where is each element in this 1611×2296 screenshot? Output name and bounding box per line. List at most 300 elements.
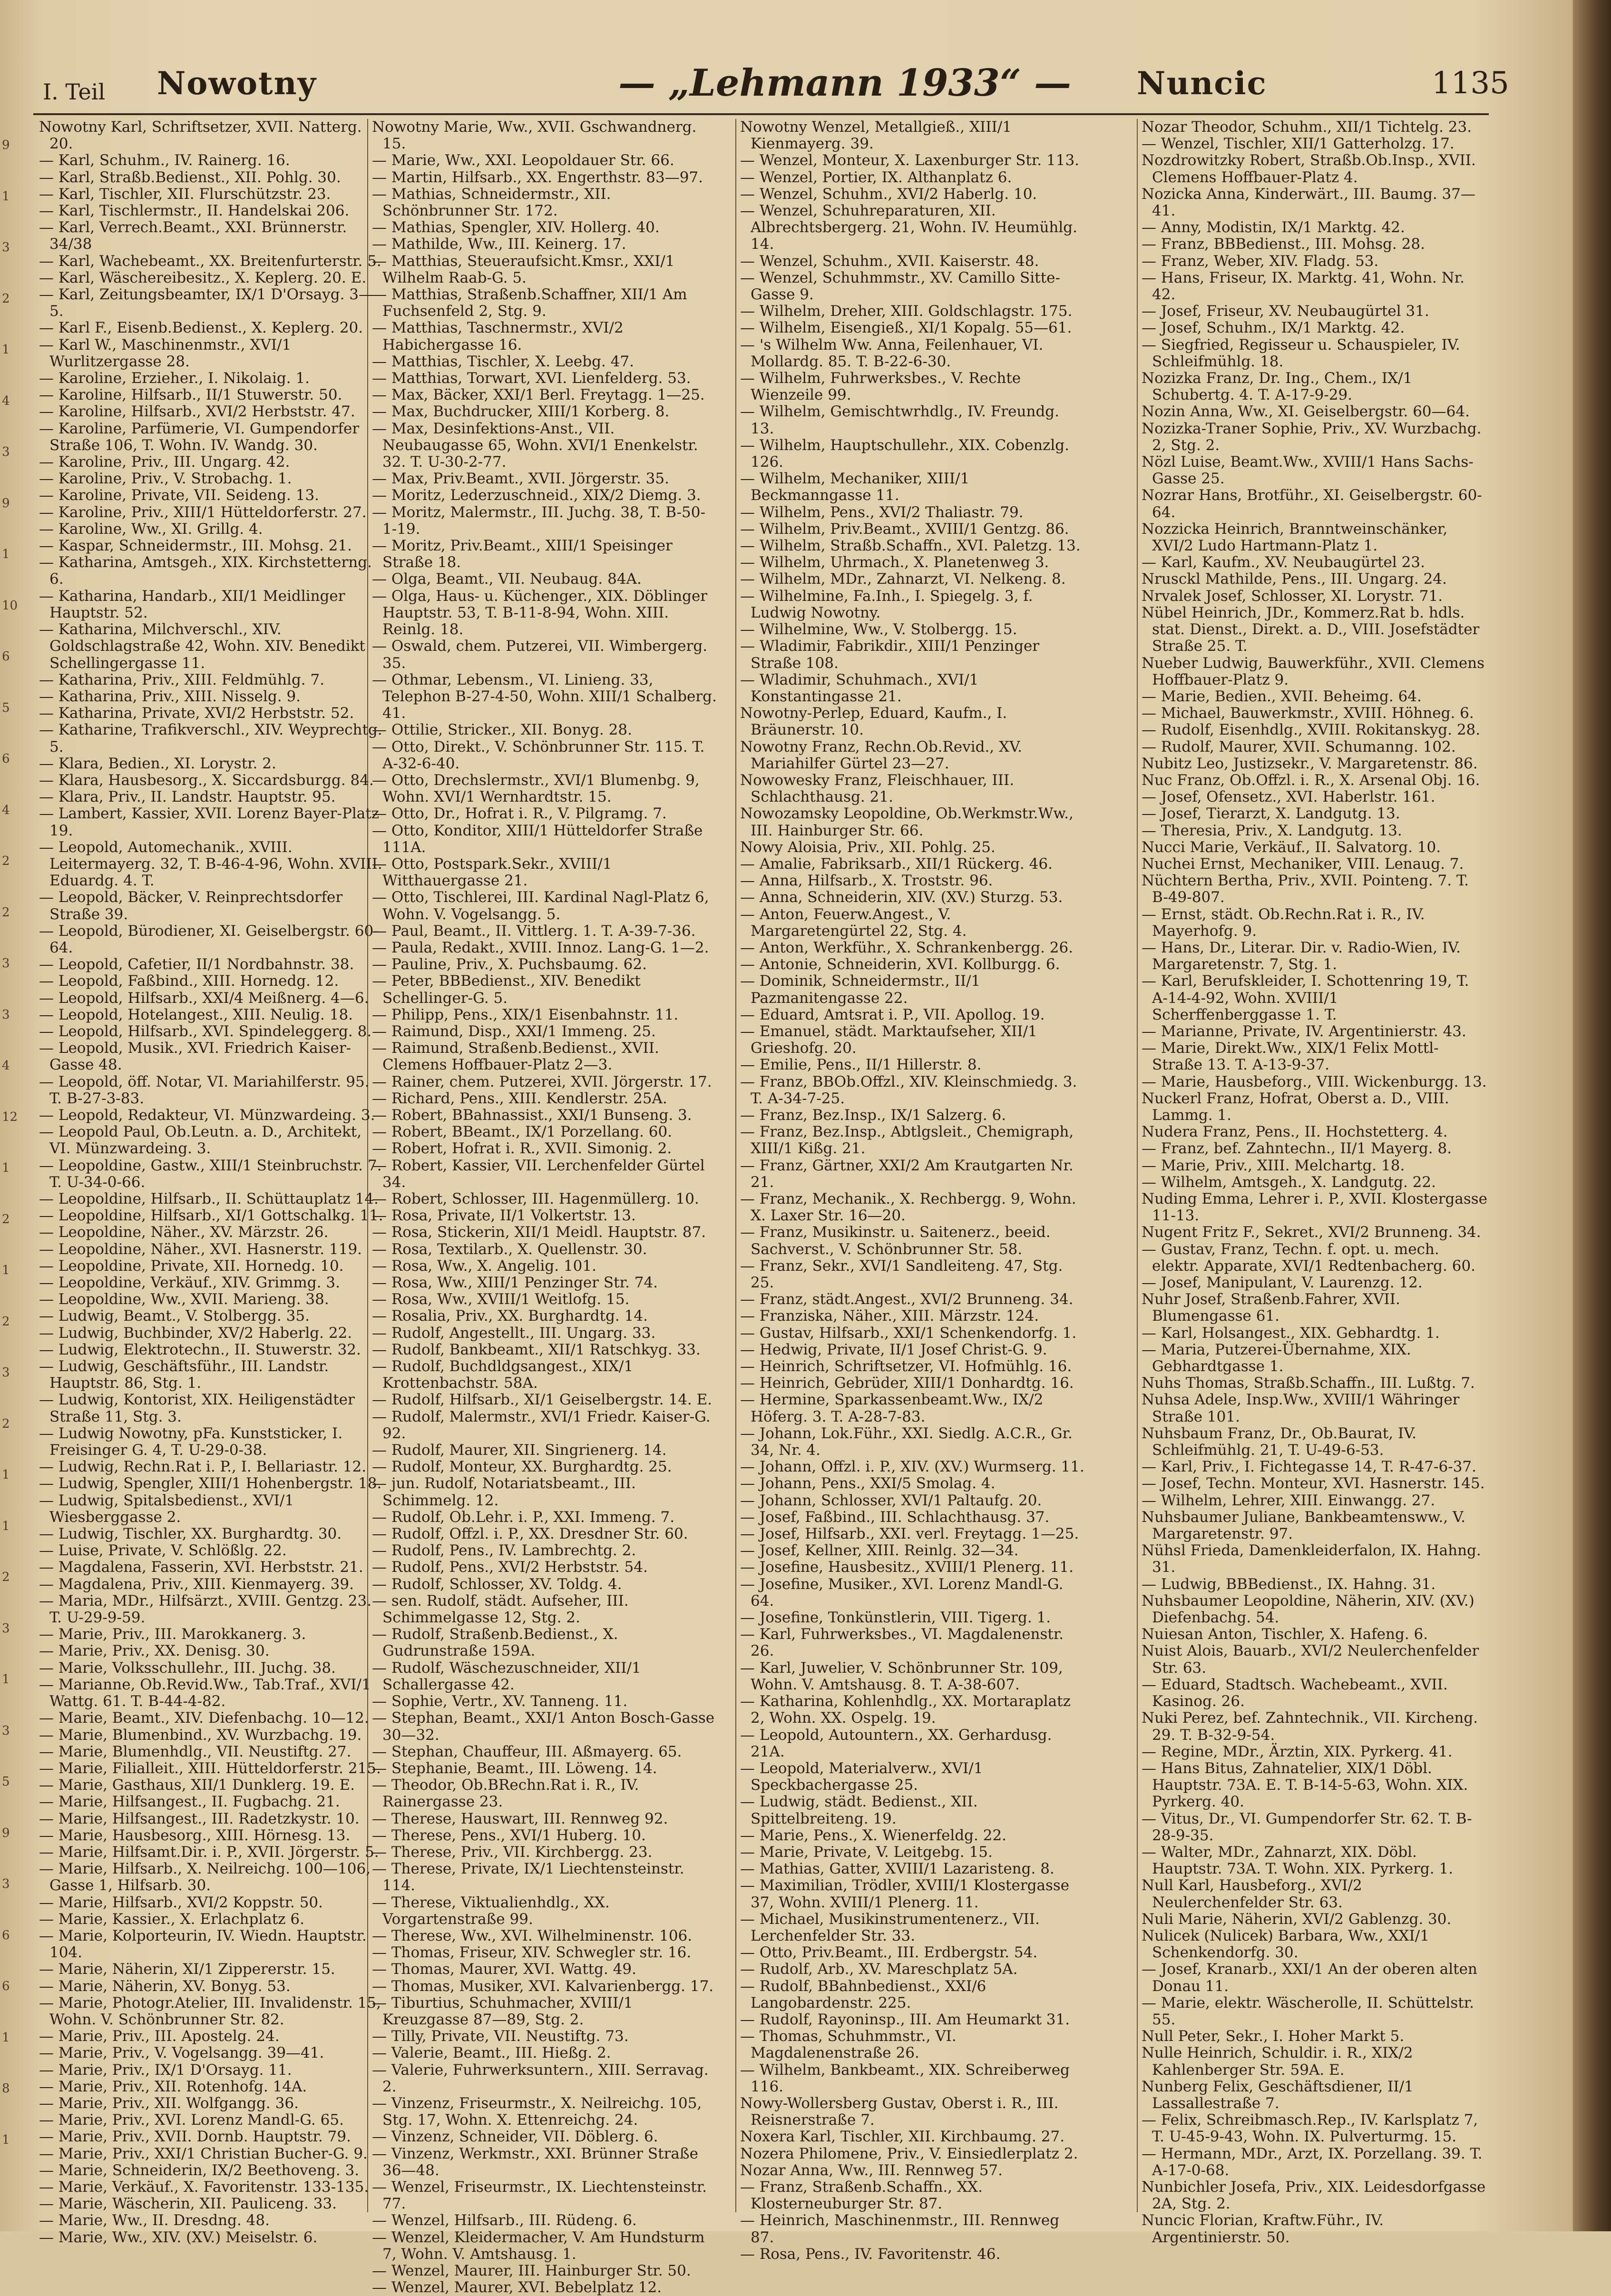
directory-entry: — Karl, Tischler, XII. Flurschützstr. 23. bbox=[39, 185, 331, 203]
directory-entry: — Katharine, Trafikverschl., XIV. Weyprechtg. 5. bbox=[39, 721, 382, 756]
directory-entry: — Karl, Priv., I. Fichtegasse 14, T. R-47-6-37. bbox=[1142, 1458, 1476, 1476]
directory-entry: — Leopold, Hilfsarb., XXI/4 Meißnerg. 4—6. bbox=[39, 989, 369, 1007]
directory-entry: — Marie, Kolporteurin, IV. Wiedn. Hauptstr. 104. bbox=[39, 1927, 367, 1962]
directory-entry: — Ludwig, Rechn.Rat i. P., I. Bellariastr. 12. bbox=[39, 1458, 367, 1476]
directory-entry: — Marie, Kassier., X. Erlachplatz 6. bbox=[39, 1910, 304, 1928]
directory-entry: — Otto, Konditor, XIII/1 Hütteldorfer Straße 111A. bbox=[372, 822, 703, 856]
directory-entry: — Antonie, Schneiderin, XVI. Kollburgg. 6. bbox=[740, 956, 1060, 973]
directory-entry: — Klara, Hausbesorg., X. Siccardsburgg. 84. bbox=[39, 771, 374, 789]
directory-entry: — Leopoldine, Private, XII. Hornedg. 10. bbox=[39, 1257, 344, 1275]
directory-entry: — Robert, BBeamt., IX/1 Porzellang. 60. bbox=[372, 1123, 673, 1141]
directory-entry: — Leopold, Faßbind., XIII. Hornedg. 12. bbox=[39, 972, 339, 990]
directory-entry: — Karl, Zeitungsbeamter, IX/1 D'Orsayg. 3—5. bbox=[39, 286, 373, 320]
margin-mark: 2 bbox=[2, 291, 10, 306]
directory-entry: — Rudolf, Maurer, XII. Singrienerg. 14. bbox=[372, 1442, 667, 1459]
directory-entry: — Rudolf, Schlosser, XV. Toldg. 4. bbox=[372, 1575, 622, 1593]
directory-entry: — Leopold Paul, Ob.Leutn. a. D., Architekt, VI. Münzwardeing. 3. bbox=[39, 1123, 362, 1158]
directory-entry: — Marie, Priv., XVII. Dornb. Hauptstr. 79. bbox=[39, 2128, 351, 2146]
margin-mark: 6 bbox=[2, 752, 10, 766]
directory-entry: Nowozamsky Leopoldine, Ob.Werkmstr.Ww., III. Hainburger Str. 66. bbox=[740, 805, 1074, 839]
directory-entry: — Rudolf, Offzl. i. P., XX. Dresdner Str. 60. bbox=[372, 1525, 688, 1543]
directory-entry: — Maximilian, Trödler, XVIII/1 Klostergasse 37, Wohn. XVIII/1 Plenerg. 11. bbox=[740, 1877, 1070, 1911]
directory-entry: — Richard, Pens., XIII. Kendlerstr. 25A. bbox=[372, 1089, 667, 1107]
directory-entry: Nozicka Anna, Kinderwärt., III. Baumg. 37—41. bbox=[1142, 185, 1475, 220]
page-number: 1135 bbox=[1432, 66, 1509, 101]
directory-entry: — Rosa, Ww., XVIII/1 Weitlofg. 15. bbox=[372, 1291, 630, 1308]
left-margin-marks bbox=[2, 119, 21, 2212]
directory-entry: — Therese, Viktualienhdlg., XX. Vorgartenstraße 99. bbox=[372, 1894, 610, 1928]
directory-entry: — Franziska, Näher., XIII. Märzstr. 124. bbox=[740, 1307, 1039, 1325]
directory-entry: — Thomas, Maurer, XVI. Wattg. 49. bbox=[372, 1961, 636, 1978]
directory-entry: Nubitz Leo, Justizsekr., V. Margaretenstr. 86. bbox=[1142, 755, 1478, 772]
directory-entry: — Rainer, chem. Putzerei, XVII. Jörgerstr. 17. bbox=[372, 1073, 712, 1090]
directory-entry: — Michael, Bauwerkmstr., XVIII. Höhneg. 6. bbox=[1142, 705, 1474, 722]
directory-entry: — Johann, Lok.Führ., XXI. Siedlg. A.C.R., Gr. 34, Nr. 4. bbox=[740, 1424, 1073, 1459]
directory-entry: — Therese, Ww., XVI. Wilhelminenstr. 106. bbox=[372, 1927, 693, 1944]
directory-entry: — Mathias, Schneidermstr., XII. Schönbrunner Str. 172. bbox=[372, 185, 611, 220]
directory-entry: — Johann, Pens., XXI/5 Smolag. 4. bbox=[740, 1475, 996, 1492]
directory-entry: Nowotny-Perlep, Eduard, Kaufm., I. Bräunerstr. 10. bbox=[740, 705, 1007, 739]
directory-entry: — Anna, Hilfsarb., X. Troststr. 96. bbox=[740, 872, 993, 890]
directory-entry: — Leopold, Automechanik., XVIII. Leitermayerg. 32, T. B-46-4-96, Wohn. XVIII. Eduardg. 4. T. bbox=[39, 838, 382, 890]
directory-entry: — Heinrich, Maschinenmstr., III. Rennweg 87. bbox=[740, 2212, 1060, 2246]
directory-entry: Nucci Marie, Verkäuf., II. Salvatorg. 10. bbox=[1142, 838, 1441, 856]
margin-mark: 9 bbox=[2, 138, 10, 152]
directory-entry: Nuki Perez, bef. Zahntechnik., VII. Kircheng. 29. T. B-32-9-54. bbox=[1142, 1709, 1478, 1744]
directory-entry: — Wladimir, Schuhmach., XVI/1 Konstantingasse 21. bbox=[740, 671, 979, 705]
margin-mark: 8 bbox=[2, 2081, 10, 2096]
directory-entry: — Vinzenz, Werkmstr., XXI. Brünner Straße 36—48. bbox=[372, 2145, 698, 2179]
directory-entry: — Ludwig, Beamt., V. Stolbergg. 35. bbox=[39, 1307, 310, 1325]
directory-entry: — Josef, Hilfsarb., XXI. verl. Freytagg. 1—25. bbox=[740, 1525, 1079, 1543]
directory-entry: Nuhsbaumer Juliane, Bankbeamtensww., V. Margaretenstr. 97. bbox=[1142, 1508, 1465, 1543]
directory-entry: — Leopold, Materialverw., XVI/1 Speckbachergasse 25. bbox=[740, 1759, 983, 1794]
directory-entry: — Felix, Schreibmasch.Rep., IV. Karlsplatz 7, T. U-45-9-43, Wohn. IX. Pulverturmg. 15. bbox=[1142, 2111, 1478, 2146]
directory-entry: Nuist Alois, Bauarb., XVI/2 Neulerchenfelder Str. 63. bbox=[1142, 1642, 1479, 1677]
directory-entry: — Mathias, Gatter, XVIII/1 Lazaristeng. 8. bbox=[740, 1860, 1054, 1878]
directory-entry: — Wenzel, Schuhreparaturen, XII. Albrechtsbergerg. 21, Wohn. IV. Heumühlg. 14. bbox=[740, 202, 1077, 253]
directory-entry: — Marie, Priv., XXI/1 Christian Bucher-G. 9. bbox=[39, 2145, 368, 2162]
directory-entry: — Otto, Direkt., V. Schönbrunner Str. 115. T. A-32-6-40. bbox=[372, 738, 705, 772]
margin-mark: 2 bbox=[2, 854, 10, 868]
directory-entry: — Magdalena, Fasserin, XVI. Herbststr. 21. bbox=[39, 1559, 363, 1576]
directory-entry: — Rosa, Ww., XIII/1 Penzinger Str. 74. bbox=[372, 1274, 658, 1292]
margin-mark: 2 bbox=[2, 1570, 10, 1584]
directory-entry: — Marie, Beamt., XIV. Diefenbachg. 10—12. bbox=[39, 1709, 369, 1727]
directory-entry: — Marie, Direkt.Ww., XIX/1 Felix Mottl-Straße 13. T. A-13-9-37. bbox=[1142, 1040, 1439, 1074]
header-left-catchword: Nowotny bbox=[157, 65, 317, 102]
directory-entry: — sen. Rudolf, städt. Aufseher, III. Schimmelgasse 12, Stg. 2. bbox=[372, 1592, 629, 1627]
directory-entry: — Karl W., Maschinenmstr., XVI/1 Wurlitzergasse 28. bbox=[39, 336, 292, 370]
directory-entry: — Hermine, Sparkassenbeamt.Ww., IX/2 Höferg. 3. T. A-28-7-83. bbox=[740, 1391, 1044, 1425]
directory-entry: — Marie, Priv., IX/1 D'Orsayg. 11. bbox=[39, 2061, 292, 2079]
directory-entry: — Franz, städt.Angest., XVI/2 Brunneng. 34. bbox=[740, 1291, 1074, 1308]
directory-entry: — Eduard, Amtsrat i. P., VII. Apollog. 19. bbox=[740, 1006, 1045, 1023]
directory-entry: — Leopoldine, Gastw., XIII/1 Steinbruchstr. 7. T. U-34-0-66. bbox=[39, 1157, 382, 1191]
directory-entry: — Moritz, Priv.Beamt., XIII/1 Speisinger Straße 18. bbox=[372, 537, 673, 571]
directory-entry: — Marie, Näherin, XI/1 Zippererstr. 15. bbox=[39, 1961, 335, 1978]
directory-entry: — Emilie, Pens., II/1 Hillerstr. 8. bbox=[740, 1056, 982, 1074]
directory-entry: — Josef, Manipulant, V. Laurenzg. 12. bbox=[1142, 1274, 1423, 1292]
directory-entry: — Karoline, Priv., XIII/1 Hütteldorferstr. 27. bbox=[39, 503, 367, 521]
directory-entry: — Klara, Bedien., XI. Lorystr. 2. bbox=[39, 755, 276, 772]
directory-entry: — Max, Buchdrucker, XIII/1 Korberg. 8. bbox=[372, 403, 670, 421]
directory-entry: Null Karl, Hausbeforg., XVI/2 Neulerchenfelder Str. 63. bbox=[1142, 1877, 1362, 1911]
directory-entry: — Ludwig, Buchbinder, XV/2 Haberlg. 22. bbox=[39, 1324, 352, 1342]
margin-mark: 5 bbox=[2, 700, 10, 715]
directory-entry: — Marie, Bedien., XVII. Beheimg. 64. bbox=[1142, 687, 1422, 705]
margin-mark: 5 bbox=[2, 1775, 10, 1789]
directory-entry: — Karoline, Private, VII. Seideng. 13. bbox=[39, 487, 320, 504]
directory-entry: — Matthias, Torwart, XVI. Lienfelderg. 53. bbox=[372, 370, 691, 387]
directory-entry: — Marie, Photogr.Atelier, III. Invalidenstr. 15, Wohn. V. Schönbrunner Str. 82. bbox=[39, 1994, 381, 2028]
header-right-catchword: Nuncic bbox=[1137, 65, 1267, 102]
margin-mark: 9 bbox=[2, 1825, 10, 1840]
directory-entry: — Klara, Priv., II. Landstr. Hauptstr. 95. bbox=[39, 788, 336, 806]
directory-entry: — Otto, Priv.Beamt., III. Erdbergstr. 54. bbox=[740, 1944, 1038, 1962]
directory-entry: — Rosa, Ww., X. Angelig. 101. bbox=[372, 1257, 596, 1275]
directory-entry: Nozera Philomene, Priv., V. Einsiedlerplatz 2. bbox=[740, 2145, 1078, 2162]
directory-entry: — Karl, Wachebeamt., XX. Breitenfurterstr. 5. bbox=[39, 252, 381, 270]
directory-entry: — Robert, Kassier, VII. Lerchenfelder Gürtel 34. bbox=[372, 1157, 705, 1191]
directory-entry: — Wilhelm, Mechaniker, XIII/1 Beckmanngasse 11. bbox=[740, 470, 970, 504]
directory-entry: — Franz, BBBedienst., III. Mohsg. 28. bbox=[1142, 235, 1425, 253]
directory-entry: — Marie, Priv., XIII. Melchartg. 18. bbox=[1142, 1157, 1405, 1174]
directory-entry: — Rosalia, Priv., XX. Burghardtg. 14. bbox=[372, 1307, 648, 1325]
directory-entry: — Marie, Hilfsarb., X. Neilreichg. 100—106, Gasse 1, Hilfsarb. 30. bbox=[39, 1860, 371, 1894]
directory-entry: — Sophie, Vertr., XV. Tanneng. 11. bbox=[372, 1693, 628, 1710]
directory-entry: — Dominik, Schneidermstr., II/1 Pazmanitengasse 22. bbox=[740, 972, 981, 1007]
directory-entry: Nuchei Ernst, Mechaniker, VIII. Lenaug. 7. bbox=[1142, 855, 1464, 873]
directory-entry: — Rudolf, Wäschezuschneider, XII/1 Schallergasse 42. bbox=[372, 1659, 641, 1693]
directory-entry: — Anton, Werkführ., X. Schrankenbergg. 26. bbox=[740, 939, 1074, 956]
margin-mark: 3 bbox=[2, 1007, 10, 1022]
directory-entry: — Rudolf, Buchdldgsangest., XIX/1 Krottenbachstr. 58A. bbox=[372, 1358, 634, 1392]
directory-entry: — Josef, Ofensetz., XVI. Haberlstr. 161. bbox=[1142, 788, 1435, 806]
directory-entry: — Marie, Hilfsangest., II. Fugbachg. 21. bbox=[39, 1793, 340, 1811]
directory-entry: Nowy Aloisia, Priv., XII. Pohlg. 25. bbox=[740, 838, 996, 856]
directory-entry: — Rudolf, Angestellt., III. Ungarg. 33. bbox=[372, 1324, 656, 1342]
directory-entry: — Franz, Bez.Insp., IX/1 Salzerg. 6. bbox=[740, 1106, 1006, 1124]
directory-entry: — Marie, Verkäuf., X. Favoritenstr. 133-135. bbox=[39, 2178, 369, 2196]
directory-entry: — Marie, Hilfsangest., III. Radetzkystr. 10. bbox=[39, 1810, 360, 1827]
directory-entry: — Wilhelmine, Fa.Inh., I. Spiegelg. 3, f. Ludwig Nowotny. bbox=[740, 587, 1033, 621]
directory-entry: — Katharina, Priv., XIII. Feldmühlg. 7. bbox=[39, 671, 325, 688]
directory-entry: — Wenzel, Portier, IX. Althanplatz 6. bbox=[740, 168, 1012, 186]
directory-entry: Nowotny Karl, Schriftsetzer, XVII. Natterg. 20. bbox=[39, 118, 362, 153]
directory-entry: Nrusckl Mathilde, Pens., III. Ungarg. 24. bbox=[1142, 570, 1447, 588]
margin-mark: 3 bbox=[2, 1365, 10, 1380]
directory-entry: — Rosa, Private, II/1 Volkertstr. 13. bbox=[372, 1207, 636, 1225]
directory-entry: — Thomas, Musiker, XVI. Kalvarienbergg. 17. bbox=[372, 1977, 714, 1995]
directory-entry: — Regine, MDr., Ärztin, XIX. Pyrkerg. 41. bbox=[1142, 1743, 1453, 1760]
directory-entry: — Walter, MDr., Zahnarzt, XIX. Döbl. Hauptstr. 73A. T. Wohn. XIX. Pyrkerg. 1. bbox=[1142, 1843, 1454, 1878]
directory-entry: — Moritz, Malermstr., III. Juchg. 38, T. B-50-1-19. bbox=[372, 503, 705, 538]
directory-entry: — Karl, Berufskleider, I. Schottenring 19, T. A-14-4-92, Wohn. XVIII/1 Scherffenberggasse 1. T. bbox=[1142, 972, 1469, 1023]
directory-entry: — Wilhelm, Dreher, XIII. Goldschlagstr. 175. bbox=[740, 303, 1073, 320]
directory-entry: — Ludwig, BBBedienst., IX. Hahng. 31. bbox=[1142, 1575, 1436, 1593]
directory-entry: — Karl, Tischlermstr., II. Handelskai 206. bbox=[39, 202, 350, 220]
directory-entry: — Leopold, Bürodiener, XI. Geiselbergstr. 60-64. bbox=[39, 922, 379, 956]
directory-entry: — Josef, Faßbind., III. Schlachthausg. 37. bbox=[740, 1508, 1050, 1526]
directory-entry: Nüchtern Bertha, Priv., XVII. Pointeng. 7. T. B-49-807. bbox=[1142, 872, 1469, 906]
directory-entry: — Wenzel, Schuhm., XVI/2 Haberlg. 10. bbox=[740, 185, 1037, 203]
directory-entry: — Franz, Gärtner, XXI/2 Am Krautgarten Nr. 21. bbox=[740, 1157, 1074, 1191]
directory-entry: — Marie, Gasthaus, XII/1 Dunklerg. 19. E. bbox=[39, 1776, 355, 1794]
header-part-label: I. Teil bbox=[43, 79, 106, 105]
directory-entry: Nuhsbaumer Leopoldine, Näherin, XIV. (XV.) Diefenbachg. 54. bbox=[1142, 1592, 1474, 1627]
directory-entry: — Philipp, Pens., XIX/1 Eisenbahnstr. 11. bbox=[372, 1006, 679, 1023]
directory-entry: — Kaspar, Schneidermstr., III. Mohsg. 21. bbox=[39, 537, 352, 555]
margin-mark: 9 bbox=[2, 496, 10, 510]
directory-entry: — Olga, Haus- u. Küchenger., XIX. Döblinger Hauptstr. 53, T. B-11-8-94, Wohn. XIII. Reinlg. 18. bbox=[372, 587, 708, 638]
directory-entry: — Rudolf, Malermstr., XVI/1 Friedr. Kaiser-G. 92. bbox=[372, 1408, 711, 1442]
directory-entry: — Maria, MDr., Hilfsärzt., XVIII. Gentzg. 23. T. U-29-9-59. bbox=[39, 1592, 372, 1627]
directory-entry: — Mathias, Spengler, XIV. Hollerg. 40. bbox=[372, 219, 660, 236]
margin-mark: 1 bbox=[2, 1519, 10, 1533]
directory-entry: — Ludwig, Kontorist, XIX. Heiligenstädter Straße 11, Stg. 3. bbox=[39, 1391, 355, 1425]
directory-entry: — Marie, Blumenbind., XV. Wurzbachg. 19. bbox=[39, 1726, 362, 1744]
directory-entry: — Anton, Feuerw.Angest., V. Margaretengürtel 22, Stg. 4. bbox=[740, 905, 967, 940]
directory-entry: — Wilhelm, Pens., XVI/2 Thaliastr. 79. bbox=[740, 503, 1024, 521]
directory-entry: — Marie, Hilfsarb., XVI/2 Koppstr. 50. bbox=[39, 1894, 323, 1911]
directory-entry: — Marie, Hausbesorg., XIII. Hörnesg. 13. bbox=[39, 1826, 351, 1844]
margin-mark: 2 bbox=[2, 905, 10, 920]
directory-entry: — Vinzenz, Friseurmstr., X. Neilreichg. 105, Stg. 17, Wohn. X. Ettenreichg. 24. bbox=[372, 2094, 702, 2129]
margin-mark: 4 bbox=[2, 803, 10, 817]
directory-entry: — jun. Rudolf, Notariatsbeamt., III. Schimmelg. 12. bbox=[372, 1475, 636, 1509]
directory-entry: — Leopoldine, Hilfsarb., II. Schüttauplatz 14. bbox=[39, 1190, 379, 1207]
directory-entry: — Robert, Hofrat i. R., XVII. Simonig. 2. bbox=[372, 1140, 672, 1158]
directory-entry: Nuiesan Anton, Tischler, X. Hafeng. 6. bbox=[1142, 1626, 1428, 1643]
directory-entry: — Wenzel, Kleidermacher, V. Am Hundsturm 7, Wohn. V. Amtshausg. 1. bbox=[372, 2228, 705, 2263]
book-binding-edge bbox=[1573, 0, 1611, 2231]
directory-entry: — Rudolf, Arb., XV. Mareschplatz 5A. bbox=[740, 1961, 1018, 1978]
margin-mark: 1 bbox=[2, 189, 10, 204]
directory-entry: — Marie, Hilfsamt.Dir. i. P., XVII. Jörgerstr. 5. bbox=[39, 1843, 379, 1861]
margin-mark: 6 bbox=[2, 649, 10, 664]
margin-mark: 4 bbox=[2, 393, 10, 408]
directory-entry: — Marie, Private, V. Leitgebg. 15. bbox=[740, 1843, 993, 1861]
directory-entry: — Franz, Straßenb.Schaffn., XX. Klosterneuburger Str. 87. bbox=[740, 2178, 983, 2213]
directory-entry: — Marie, Pens., X. Wienerfeldg. 22. bbox=[740, 1826, 1007, 1844]
directory-entry: — Katharina, Priv., XIII. Nisselg. 9. bbox=[39, 687, 301, 705]
directory-entry: — Johann, Offzl. i. P., XIV. (XV.) Wurmserg. 11. bbox=[740, 1458, 1084, 1476]
directory-entry: Nrvalek Josef, Schlosser, XI. Lorystr. 71. bbox=[1142, 587, 1443, 605]
directory-entry: — Hermann, MDr., Arzt, IX. Porzellang. 39. T. A-17-0-68. bbox=[1142, 2145, 1483, 2179]
directory-entry: — Karl, Straßb.Bedienst., XII. Pohlg. 30. bbox=[39, 168, 341, 186]
directory-entry: Nueber Ludwig, Bauwerkführ., XVII. Clemens Hoffbauer-Platz 9. bbox=[1142, 654, 1485, 688]
margin-mark: 3 bbox=[2, 956, 10, 971]
margin-mark: 10 bbox=[2, 598, 18, 613]
directory-entry: Nübel Heinrich, JDr., Kommerz.Rat b. hdls. stat. Dienst., Direkt. a. D., VIII. Josefstädter Straße 25. T. bbox=[1142, 604, 1480, 655]
directory-entry: Nuckerl Franz, Hofrat, Oberst a. D., VIII. Lammg. 1. bbox=[1142, 1089, 1449, 1124]
directory-entry: Nozizka-Traner Sophie, Priv., XV. Wurzbachg. 2, Stg. 2. bbox=[1142, 420, 1482, 454]
directory-entry: — Marie, Blumenhdlg., VII. Neustiftg. 27. bbox=[39, 1743, 351, 1760]
margin-mark: 1 bbox=[2, 1161, 10, 1175]
directory-entry: Nuding Emma, Lehrer i. P., XVII. Klostergasse 11-13. bbox=[1142, 1190, 1488, 1225]
directory-entry: — Karl, Wäschereibesitz., X. Keplerg. 20. E. bbox=[39, 269, 367, 286]
directory-entry: — Marianne, Ob.Revid.Ww., Tab.Traf., XVI/1 Wattg. 61. T. B-44-4-82. bbox=[39, 1676, 371, 1710]
margin-mark: 2 bbox=[2, 1314, 10, 1329]
directory-entry: — Rudolf, Straßenb.Bedienst., X. Gudrunstraße 159A. bbox=[372, 1626, 618, 1660]
directory-entry: Nowotny Marie, Ww., XVII. Gschwandnerg. 15. bbox=[372, 118, 697, 153]
directory-entry: Nugent Fritz F., Sekret., XVI/2 Brunneng. 34. bbox=[1142, 1224, 1481, 1241]
directory-entry: — Franz, Weber, XIV. Fladg. 53. bbox=[1142, 252, 1379, 270]
directory-entry: — Gustav, Hilfsarb., XXI/1 Schenkendorfg. 1. bbox=[740, 1324, 1077, 1342]
margin-mark: 1 bbox=[2, 2132, 10, 2147]
directory-entry: — Marie, Näherin, XV. Bonyg. 53. bbox=[39, 1977, 291, 1995]
directory-entry: — Otto, Postspark.Sekr., XVIII/1 Witthauergasse 21. bbox=[372, 855, 612, 890]
directory-entry: Nuhr Josef, Straßenb.Fahrer, XVII. Blumengasse 61. bbox=[1142, 1291, 1400, 1325]
directory-entry: — Paula, Redakt., XVIII. Innoz. Lang-G. 1—2. bbox=[372, 939, 709, 956]
directory-entry: Nulicek (Nulicek) Barbara, Ww., XXI/1 Schenkendorfg. 30. bbox=[1142, 1927, 1429, 1962]
directory-entry: — Wilhelm, Bankbeamt., XIX. Schreiberweg 116. bbox=[740, 2061, 1070, 2095]
directory-entry: — Leopoldine, Ww., XVII. Marieng. 38. bbox=[39, 1291, 329, 1308]
directory-entry: — Marianne, Private, IV. Argentinierstr. 43. bbox=[1142, 1022, 1466, 1040]
margin-mark: 3 bbox=[2, 240, 10, 255]
directory-entry: — Stephan, Chauffeur, III. Aßmayerg. 65. bbox=[372, 1743, 682, 1760]
directory-entry: — Ludwig, Spitalsbedienst., XVI/1 Wiesberggasse 2. bbox=[39, 1491, 294, 1526]
directory-entry: Nuli Marie, Näherin, XVI/2 Gablenzg. 30. bbox=[1142, 1910, 1452, 1928]
directory-entry: — Matthias, Straßenb.Schaffner, XII/1 Am Fuchsenfeld 2, Stg. 9. bbox=[372, 286, 687, 320]
directory-entry: Nuhsa Adele, Insp.Ww., XVIII/1 Währinger Straße 101. bbox=[1142, 1391, 1460, 1425]
directory-entry: — Max, Priv.Beamt., XVII. Jörgerstr. 35. bbox=[372, 470, 669, 488]
directory-entry: — Rudolf, Monteur, XX. Burghardtg. 25. bbox=[372, 1458, 672, 1476]
directory-entry: — Wilhelm, Hauptschullehr., XIX. Cobenzlg. 126. bbox=[740, 436, 1070, 471]
directory-entry: — Marie, Wäscherin, XII. Pauliceng. 33. bbox=[39, 2195, 337, 2213]
margin-mark: 2 bbox=[2, 1416, 10, 1431]
directory-entry: — Karl, Juwelier, V. Schönbrunner Str. 109, Wohn. V. Amtshausg. 8. T. A-38-607. bbox=[740, 1659, 1063, 1693]
directory-entry: — Hans Bitus, Zahnatelier, XIX/1 Döbl. Hauptstr. 73A. E. T. B-14-5-63, Wohn. XIX. Pyrkerg. 40. bbox=[1142, 1759, 1468, 1811]
directory-entry: — Ludwig, städt. Bedienst., XII. Spittelbreiteng. 19. bbox=[740, 1793, 978, 1827]
margin-mark: 1 bbox=[2, 343, 10, 357]
directory-entry: — Vitus, Dr., VI. Gumpendorfer Str. 62. T. B-28-9-35. bbox=[1142, 1810, 1472, 1844]
directory-entry: — Josef, Friseur, XV. Neubaugürtel 31. bbox=[1142, 303, 1429, 320]
directory-entry: — Franz, Musikinstr. u. Saitenerz., beeid. Sachverst., V. Schönbrunner Str. 58. bbox=[740, 1224, 1051, 1258]
directory-entry: — Ottilie, Stricker., XII. Bonyg. 28. bbox=[372, 721, 632, 739]
directory-entry: Nozizka Franz, Dr. Ing., Chem., IX/1 Schubertg. 4. T. A-17-9-29. bbox=[1142, 370, 1413, 404]
directory-entry: Nozar Anna, Ww., III. Rennweg 57. bbox=[740, 2161, 1003, 2179]
directory-entry: — Ludwig, Elektrotechn., II. Stuwerstr. 32. bbox=[39, 1341, 361, 1358]
margin-mark: 12 bbox=[2, 1109, 18, 1124]
directory-entry: — Katharina, Amtsgeh., XIX. Kirchstetterng. 6. bbox=[39, 554, 372, 588]
directory-entry: — Hans, Friseur, IX. Marktg. 41, Wohn. Nr. 42. bbox=[1142, 269, 1465, 304]
directory-entry: — Wilhelm, Lehrer, XIII. Einwangg. 27. bbox=[1142, 1491, 1435, 1509]
directory-entry: Nühsl Frieda, Damenkleiderfalon, IX. Hahng. 31. bbox=[1142, 1542, 1481, 1576]
directory-entry: — Franz, Bez.Insp., Abtlgsleit., Chemigraph, XIII/1 Kißg. 21. bbox=[740, 1123, 1074, 1158]
directory-entry: — Wenzel, Schuhm., XVII. Kaiserstr. 48. bbox=[740, 252, 1039, 270]
directory-entry: — Karoline, Parfümerie, VI. Gumpendorfer Straße 106, T. Wohn. IV. Wandg. 30. bbox=[39, 420, 360, 454]
directory-entry: — Ludwig, Spengler, XIII/1 Hohenbergstr. 18. bbox=[39, 1475, 382, 1492]
directory-entry: — Leopold, Musik., XVI. Friedrich Kaiser-Gasse 48. bbox=[39, 1040, 351, 1074]
directory-entry: — Franz, Mechanik., X. Rechbergg. 9, Wohn. X. Laxer Str. 16—20. bbox=[740, 1190, 1076, 1225]
directory-entry: — Mathilde, Ww., III. Keinerg. 17. bbox=[372, 235, 626, 253]
directory-entry: Null Peter, Sekr., I. Hoher Markt 5. bbox=[1142, 2028, 1405, 2045]
directory-entry: — Wenzel, Friseurmstr., IX. Liechtensteinstr. 77. bbox=[372, 2178, 707, 2213]
directory-entry: — Karoline, Priv., V. Strobachg. 1. bbox=[39, 470, 292, 488]
directory-entry: — Marie, Priv., XX. Denisg. 30. bbox=[39, 1642, 270, 1660]
directory-entry: — Leopold, Autountern., XX. Gerhardusg. 21A. bbox=[740, 1726, 1052, 1760]
directory-entry: — Pauline, Priv., X. Puchsbaumg. 62. bbox=[372, 956, 647, 973]
directory-entry: — Therese, Pens., XVI/1 Huberg. 10. bbox=[372, 1826, 646, 1844]
margin-mark: 1 bbox=[2, 1468, 10, 1482]
directory-entry: — Othmar, Lebensm., VI. Linieng. 33, Telephon B-27-4-50, Wohn. XIII/1 Schalberg. 41. bbox=[372, 671, 717, 722]
directory-entry: — Josefine, Musiker., XVI. Lorenz Mandl-G. 64. bbox=[740, 1575, 1064, 1609]
directory-entry: — Wladimir, Fabrikdir., XIII/1 Penzinger Straße 108. bbox=[740, 638, 1040, 672]
directory-entry: — Therese, Private, IX/1 Liechtensteinstr. 114. bbox=[372, 1860, 684, 1894]
directory-entry: — Karoline, Priv., III. Ungarg. 42. bbox=[39, 453, 290, 471]
directory-entry: — Marie, Ww., XXI. Leopoldauer Str. 66. bbox=[372, 152, 674, 169]
directory-entry: — Marie, Priv., III. Marokkanerg. 3. bbox=[39, 1626, 306, 1643]
directory-entry: — Raimund, Straßenb.Bedienst., XVII. Clemens Hoffbauer-Platz 2—3. bbox=[372, 1040, 659, 1074]
directory-entry: Nowotny Franz, Rechn.Ob.Revid., XV. Mariahilfer Gürtel 23—27. bbox=[740, 738, 1022, 772]
directory-entry: — Rudolf, Eisenhdlg., XVIII. Rokitanskyg. 28. bbox=[1142, 721, 1481, 739]
directory-entry: Nuc Franz, Ob.Offzl. i. R., X. Arsenal Obj. 16. bbox=[1142, 771, 1480, 789]
directory-entry: — Wenzel, Schuhmmstr., XV. Camillo Sitte-Gasse 9. bbox=[740, 269, 1060, 304]
directory-entry: Nözl Luise, Beamt.Ww., XVIII/1 Hans Sachs-Gasse 25. bbox=[1142, 453, 1474, 488]
directory-entry: — Stephan, Beamt., XXI/1 Anton Bosch-Gasse 30—32. bbox=[372, 1709, 715, 1744]
directory-entry: — Thomas, Schuhmmstr., VI. Magdalenenstraße 26. bbox=[740, 2028, 957, 2062]
directory-entry: — Tiburtius, Schuhmacher, XVIII/1 Kreuzgasse 87—89, Stg. 2. bbox=[372, 1994, 633, 2028]
directory-entry: — Stephanie, Beamt., III. Löweng. 14. bbox=[372, 1759, 657, 1777]
directory-entry: — Katharina, Kohlenhdlg., XX. Mortaraplatz 2, Wohn. XX. Ospelg. 19. bbox=[740, 1693, 1071, 1727]
directory-entry: — Marie, Ww., XIV. (XV.) Meiselstr. 6. bbox=[39, 2228, 318, 2246]
margin-mark: 4 bbox=[2, 1059, 10, 1073]
directory-entry: — Leopold, Hotelangest., XIII. Neulig. 18. bbox=[39, 1006, 353, 1023]
directory-entry: Nulle Heinrich, Schuldir. i. R., XIX/2 Kahlenberger Str. 59A. E. bbox=[1142, 2044, 1413, 2079]
directory-entry: — Wilhelm, Fuhrwerksbes., V. Rechte Wienzeile 99. bbox=[740, 370, 1021, 404]
directory-entry: — Leopold, Bäcker, V. Reinprechtsdorfer Straße 39. bbox=[39, 889, 343, 923]
directory-entry: — Lambert, Kassier, XVII. Lorenz Bayer-Platz 19. bbox=[39, 805, 380, 839]
directory-entry: — Otto, Drechslermstr., XVI/1 Blumenbg. 9, Wohn. XVI/1 Wernhardtstr. 15. bbox=[372, 771, 700, 806]
directory-entry: — Matthias, Steueraufsicht.Kmsr., XXI/1 Wilhelm Raab-G. 5. bbox=[372, 252, 675, 286]
directory-entry: — Wenzel, Hilfsarb., III. Rüdeng. 6. bbox=[372, 2212, 637, 2229]
directory-entry: — Leopold, Cafetier, II/1 Nordbahnstr. 38. bbox=[39, 956, 354, 973]
directory-entry: — Marie, Schneiderin, IX/2 Beethoveng. 3. bbox=[39, 2161, 360, 2179]
directory-entry: — Gustav, Franz, Techn. f. opt. u. mech. elektr. Apparate, XVI/1 Redtenbacherg. 60. bbox=[1142, 1240, 1476, 1275]
directory-entry: — Marie, Priv., XVI. Lorenz Mandl-G. 65. bbox=[39, 2111, 344, 2129]
directory-entry: — Rudolf, Pens., IV. Lambrechtg. 2. bbox=[372, 1542, 636, 1560]
directory-entry: — Wilhelm, Amtsgeh., X. Landgutg. 22. bbox=[1142, 1173, 1436, 1191]
directory-entry: — Josef, Tierarzt, X. Landgutg. 13. bbox=[1142, 805, 1400, 823]
margin-mark: 2 bbox=[2, 1212, 10, 1226]
directory-entry: — Rudolf, Maurer, XVII. Schumanng. 102. bbox=[1142, 738, 1456, 756]
directory-entry: — Wenzel, Maurer, III. Hainburger Str. 50. bbox=[372, 2262, 691, 2279]
directory-entry: — Oswald, chem. Putzerei, VII. Wimbergerg. 35. bbox=[372, 638, 708, 672]
directory-entry: — Rudolf, Pens., XVI/2 Herbststr. 54. bbox=[372, 1559, 648, 1576]
directory-entry: — Theodor, Ob.BRechn.Rat i. R., IV. Rainergasse 23. bbox=[372, 1776, 639, 1811]
directory-entry: — Ludwig, Geschäftsführ., III. Landstr. Hauptstr. 86, Stg. 1. bbox=[39, 1358, 329, 1392]
directory-entry: — Karl, Fuhrwerksbes., VI. Magdalenenstr. 26. bbox=[740, 1626, 1064, 1660]
header-title: — „Lehmann 1933“ — bbox=[618, 61, 1071, 105]
directory-entry: — Martin, Hilfsarb., XX. Engerthstr. 83—97. bbox=[372, 168, 703, 186]
directory-entry: — Ludwig Nowotny, pFa. Kunststicker, I. Freisinger G. 4, T. U-29-0-38. bbox=[39, 1424, 343, 1459]
directory-entry: — Josef, Schuhm., IX/1 Marktg. 42. bbox=[1142, 319, 1405, 337]
directory-entry: — Katharina, Handarb., XII/1 Meidlinger Hauptstr. 52. bbox=[39, 587, 345, 621]
directory-entry: — Marie, elektr. Wäscherolle, II. Schüttelstr. 55. bbox=[1142, 1994, 1474, 2028]
directory-entry: — Leopoldine, Verkäuf., XIV. Grimmg. 3. bbox=[39, 1274, 340, 1292]
directory-entry: — Rosa, Textilarb., X. Quellenstr. 30. bbox=[372, 1240, 647, 1258]
directory-entry: Nowowesky Franz, Fleischhauer, III. Schlachthausg. 21. bbox=[740, 771, 1015, 806]
directory-entry: Nozar Theodor, Schuhm., XII/1 Tichtelg. 23. bbox=[1142, 118, 1472, 136]
directory-entry: — Wenzel, Monteur, X. Laxenburger Str. 113. bbox=[740, 152, 1080, 169]
directory-entry: — Karl, Schuhm., IV. Rainerg. 16. bbox=[39, 152, 290, 169]
directory-entry: — Wilhelm, Gemischtwrhdlg., IV. Freundg. 13. bbox=[740, 403, 1059, 437]
directory-entry: — Karl, Verrech.Beamt., XXI. Brünnerstr. 34/38 bbox=[39, 219, 347, 253]
directory-entry: Nuhsbaum Franz, Dr., Ob.Baurat, IV. Schleifmühlg. 21, T. U-49-6-53. bbox=[1142, 1424, 1417, 1459]
directory-entry: — Wenzel, Tischler, XII/1 Gatterholzg. 17. bbox=[1142, 135, 1455, 153]
